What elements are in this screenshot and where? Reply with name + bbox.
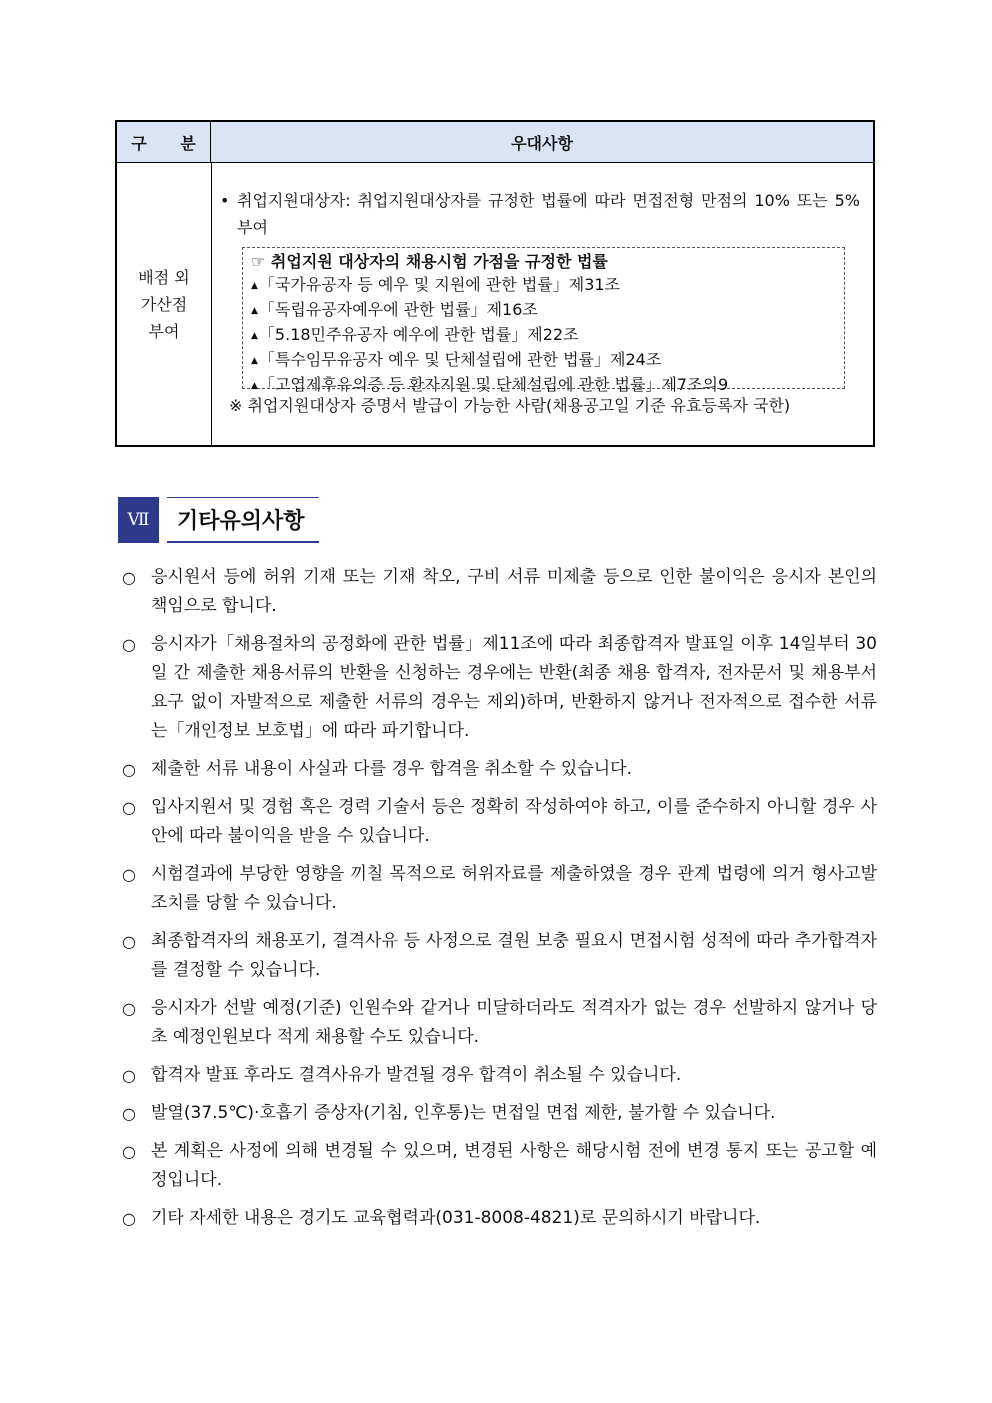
list-item: [122, 755, 877, 784]
law-item: [251, 298, 844, 323]
bullet-item: [220, 187, 860, 241]
list-item-text: 합격자 발표 후라도 결격사유가 발견될 경우 합격이 취소될 수 있습니다.: [151, 1065, 682, 1085]
row-content: [212, 163, 873, 445]
circle-marker-icon: ○: [122, 1066, 136, 1085]
law-text: 「독립유공자예우에 관한 법률」제16조: [258, 300, 538, 319]
list-item: [122, 994, 877, 1052]
row-label: [117, 163, 212, 445]
circle-marker-icon: ○: [122, 568, 136, 587]
law-box: [242, 247, 845, 394]
table-row: [117, 163, 873, 445]
triangle-icon: ▲: [251, 331, 258, 341]
list-item-text: 발열(37.5℃)·호흡기 증상자(기침, 인후통)는 면접일 면접 제한, 불가할 수 있습니다.: [151, 1103, 776, 1123]
list-item: [122, 563, 877, 621]
list-item-text: 응시자가 선발 예정(기준) 인원수와 같거나 미달하더라도 적격자가 없는 경우 선발하지 않거나 당초 예정인원보다 적게 채용할 수도 있습니다.: [151, 998, 877, 1047]
law-item: [251, 323, 844, 348]
triangle-icon: ▲: [251, 281, 258, 291]
section-heading: [118, 496, 319, 544]
bullet-text: 취업지원대상자: 취업지원대상자를 규정한 법률에 따라 면접전형 만점의 10% 또는 5% 부여: [237, 191, 860, 237]
triangle-icon: ▲: [251, 306, 258, 316]
circle-marker-icon: ○: [122, 798, 136, 817]
law-item: [251, 273, 844, 298]
list-item-text: 시험결과에 부당한 영향을 끼칠 목적으로 허위자료를 제출하였을 경우 관계 법령에 의거 형사고발 조치를 당할 수 있습니다.: [151, 864, 877, 913]
circle-marker-icon: ○: [122, 635, 136, 654]
list-item: [122, 1099, 877, 1128]
triangle-icon: ▲: [251, 381, 258, 391]
table-header: [117, 122, 873, 163]
header-preference: 우대사항: [511, 133, 573, 153]
circle-marker-icon: ○: [122, 865, 136, 884]
list-item: [122, 1137, 877, 1195]
list-item: [122, 1204, 877, 1233]
list-item: [122, 860, 877, 918]
notice-list: [122, 563, 877, 1242]
row-label-line: 부여: [148, 321, 180, 341]
circle-marker-icon: ○: [122, 760, 136, 779]
list-item-text: 본 계획은 사정에 의해 변경될 수 있으며, 변경된 사항은 해당시험 전에 변경 통지 또는 공고할 예정입니다.: [151, 1141, 877, 1190]
law-text: 「5.18민주유공자 예우에 관한 법률」제22조: [258, 325, 579, 344]
list-item-text: 제출한 서류 내용이 사실과 다를 경우 합격을 취소할 수 있습니다.: [151, 759, 633, 779]
eligibility-note: ※ 취업지원대상자 증명서 발급이 가능한 사람(채용공고일 기준 유효등록자 국한): [229, 396, 791, 415]
bullet-dot: •: [220, 191, 230, 210]
circle-marker-icon: ○: [122, 1209, 136, 1228]
list-item: [122, 927, 877, 985]
circle-marker-icon: ○: [122, 932, 136, 951]
law-text: 「고엽제후유의증 등 환자지원 및 단체설립에 관한 법률」제7조의9: [258, 375, 729, 394]
law-item: [251, 348, 844, 373]
list-item: [122, 793, 877, 851]
circle-marker-icon: ○: [122, 1104, 136, 1123]
row-label-line: 가산점: [140, 294, 188, 314]
list-item-text: 응시원서 등에 허위 기재 또는 기재 착오, 구비 서류 미제출 등으로 인한 불이익은 응시자 본인의 책임으로 합니다.: [151, 567, 877, 616]
list-item-text: 기타 자세한 내용은 경기도 교육협력과(031-8008-4821)로 문의하시기 바랍니다.: [151, 1208, 761, 1228]
triangle-icon: ▲: [251, 356, 258, 366]
row-label-line: 배점 외: [138, 267, 190, 287]
law-text: 「국가유공자 등 예우 및 지원에 관한 법률」제31조: [258, 275, 621, 294]
preference-table: [115, 120, 875, 447]
list-item-text: 최종합격자의 채용포기, 결격사유 등 사정으로 결원 보충 필요시 면접시험 성적에 따라 추가합격자를 결정할 수 있습니다.: [151, 931, 877, 980]
section-number: Ⅶ: [118, 497, 159, 543]
list-item-text: 입사지원서 및 경험 혹은 경력 기술서 등은 정확히 작성하여야 하고, 이를 준수하지 아니할 경우 사안에 따라 불이익을 받을 수 있습니다.: [151, 797, 877, 846]
circle-marker-icon: ○: [122, 999, 136, 1018]
list-item: [122, 1061, 877, 1090]
law-text: 「특수임무유공자 예우 및 단체설립에 관한 법률」제24조: [258, 350, 662, 369]
circle-marker-icon: ○: [122, 1142, 136, 1161]
header-category: 구 분: [117, 122, 211, 162]
section-title: 기타유의사항: [167, 497, 319, 543]
law-box-title: ☞ 취업지원 대상자의 채용시험 가점을 규정한 법률: [251, 252, 608, 271]
list-item: [122, 630, 877, 746]
list-item-text: 응시자가「채용절차의 공정화에 관한 법률」제11조에 따라 최종합격자 발표일 이후 14일부터 30일 간 제출한 채용서류의 반환을 신청하는 경우에는 반환(최종 채용 합격자, 전자문서 및 채용부서 요구 없이 자발적으로 제출한 서류의 경우는 제외)하며, 반환하지 않거나 전자적으로 접수한 서류는「개인정보 보호법」에 따라 파기합니다.: [151, 634, 877, 741]
